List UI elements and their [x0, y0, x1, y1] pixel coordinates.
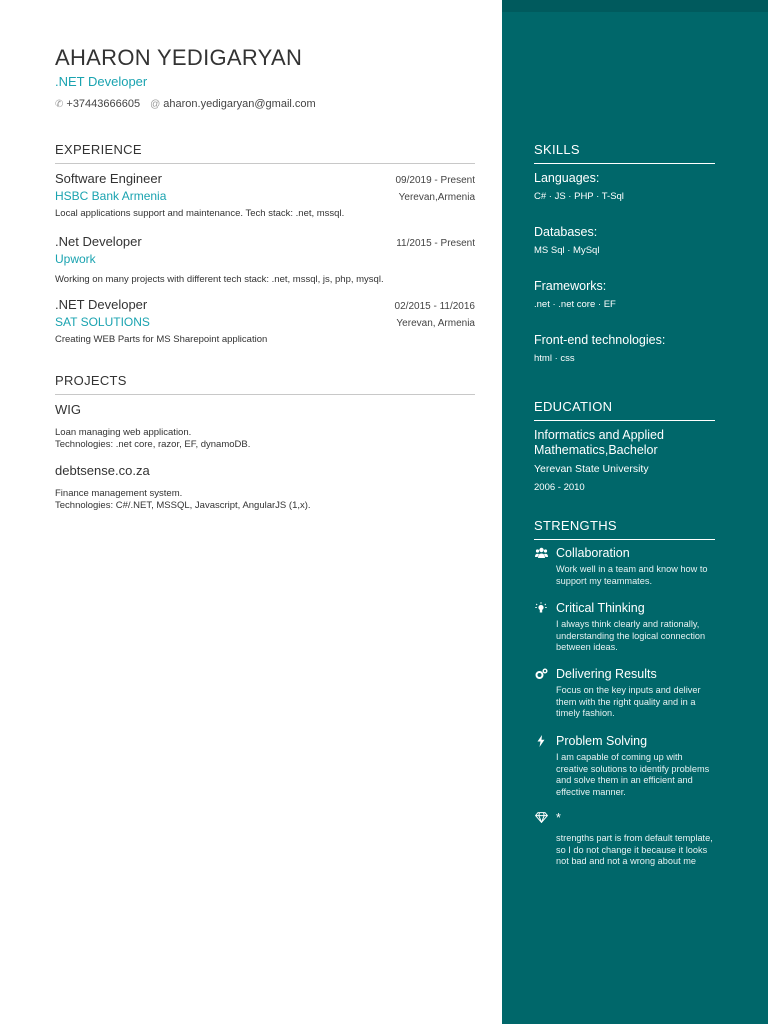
- project-title: debtsense.co.za: [55, 463, 150, 478]
- job-description: Working on many projects with different tech stack: .net, mssql, js, php, mysql.: [55, 274, 384, 285]
- strength-description: Work well in a team and know how to support my teammates.: [556, 564, 708, 586]
- project-description: Loan managing web application. Technologies: .net core, razor, EF, dynamoDB.: [55, 427, 251, 450]
- users-icon: [534, 547, 548, 561]
- job-role: .NET Developer: [55, 297, 148, 312]
- strength-name: Collaboration: [556, 546, 630, 560]
- strength-name: *: [556, 811, 561, 825]
- job-company: HSBC Bank Armenia: [55, 189, 167, 203]
- bolt-icon: [534, 735, 548, 749]
- skill-group-items: .net · .net core · EF: [534, 299, 616, 310]
- strength-name: Problem Solving: [556, 734, 648, 748]
- job-company: Upwork: [55, 252, 96, 266]
- at-icon: @: [150, 99, 161, 110]
- lightbulb-icon: [534, 602, 548, 616]
- job-location: Yerevan, Armenia: [396, 318, 475, 329]
- skill-group-label: Languages:: [534, 171, 600, 185]
- strength-item: [534, 546, 715, 587]
- strength-item: [534, 734, 715, 798]
- project-item: [55, 402, 475, 451]
- skill-group: [534, 171, 715, 202]
- project-item: [55, 463, 475, 512]
- phone-number: +37443666605: [66, 98, 141, 110]
- job-location: Yerevan,Armenia: [398, 192, 475, 203]
- job-description: Local applications support and maintenance. Tech stack: .net, mssql.: [55, 208, 345, 219]
- skill-group: [534, 333, 715, 364]
- experience-item: [55, 297, 475, 345]
- strengths-heading: STRENGTHS: [534, 518, 715, 540]
- education-heading: EDUCATION: [534, 399, 715, 421]
- experience-heading: EXPERIENCE: [55, 142, 475, 164]
- phone-icon: ✆: [55, 99, 64, 110]
- job-role: .Net Developer: [55, 234, 142, 249]
- experience-item: [55, 234, 475, 285]
- job-date: 11/2015 - Present: [396, 238, 475, 249]
- strength-item: [534, 667, 715, 720]
- diamond-icon: [534, 812, 548, 826]
- job-date: 09/2019 - Present: [395, 175, 475, 186]
- sidebar-top-bar: [502, 0, 768, 12]
- candidate-title: .NET Developer: [55, 74, 148, 89]
- job-company: SAT SOLUTIONS: [55, 315, 150, 329]
- email-contact[interactable]: [150, 98, 316, 110]
- experience-item: [55, 171, 475, 219]
- strength-item: [534, 601, 715, 654]
- email-address: aharon.yedigaryan@gmail.com: [163, 98, 316, 110]
- strength-item: [534, 811, 715, 868]
- job-role: Software Engineer: [55, 171, 162, 186]
- sidebar: [502, 0, 768, 1024]
- skill-group-items: html · css: [534, 353, 575, 364]
- skill-group: [534, 225, 715, 256]
- education-degree: Informatics and Applied Mathematics,Bachelor: [534, 428, 664, 457]
- skill-group-label: Front-end technologies:: [534, 333, 666, 347]
- education-years: 2006 - 2010: [534, 482, 585, 493]
- strength-description: strengths part is from default template, so I do not change it because it looks not bad and not a wrong about me: [556, 833, 713, 867]
- strength-description: Focus on the key inputs and deliver them with the right quality and in a timely fashion.: [556, 685, 701, 719]
- projects-heading: PROJECTS: [55, 373, 475, 395]
- phone-contact[interactable]: [55, 98, 140, 110]
- strength-name: Critical Thinking: [556, 601, 645, 615]
- gears-icon: [534, 668, 548, 682]
- skill-group-items: C# · JS · PHP · T-Sql: [534, 191, 624, 202]
- skills-heading: SKILLS: [534, 142, 715, 164]
- job-date: 02/2015 - 11/2016: [394, 301, 475, 312]
- job-description: Creating WEB Parts for MS Sharepoint application: [55, 334, 268, 345]
- strength-name: Delivering Results: [556, 667, 657, 681]
- strength-description: I always think clearly and rationally, understanding the logical connection between ideas.: [556, 619, 706, 653]
- skill-group-label: Databases:: [534, 225, 598, 239]
- project-description: Finance management system. Technologies: C#/.NET, MSSQL, Javascript, AngularJS (1,x).: [55, 488, 311, 511]
- candidate-name: AHARON YEDIGARYAN: [55, 45, 303, 70]
- skill-group-label: Frameworks:: [534, 279, 607, 293]
- skill-group: [534, 279, 715, 310]
- education-school: Yerevan State University: [534, 463, 649, 475]
- strength-description: I am capable of coming up with creative solutions to identify problems and solve them in an efficient and effective manner.: [556, 752, 710, 797]
- project-title: WIG: [55, 402, 81, 417]
- skill-group-items: MS Sql · MySql: [534, 245, 600, 256]
- contact-info: [55, 98, 316, 110]
